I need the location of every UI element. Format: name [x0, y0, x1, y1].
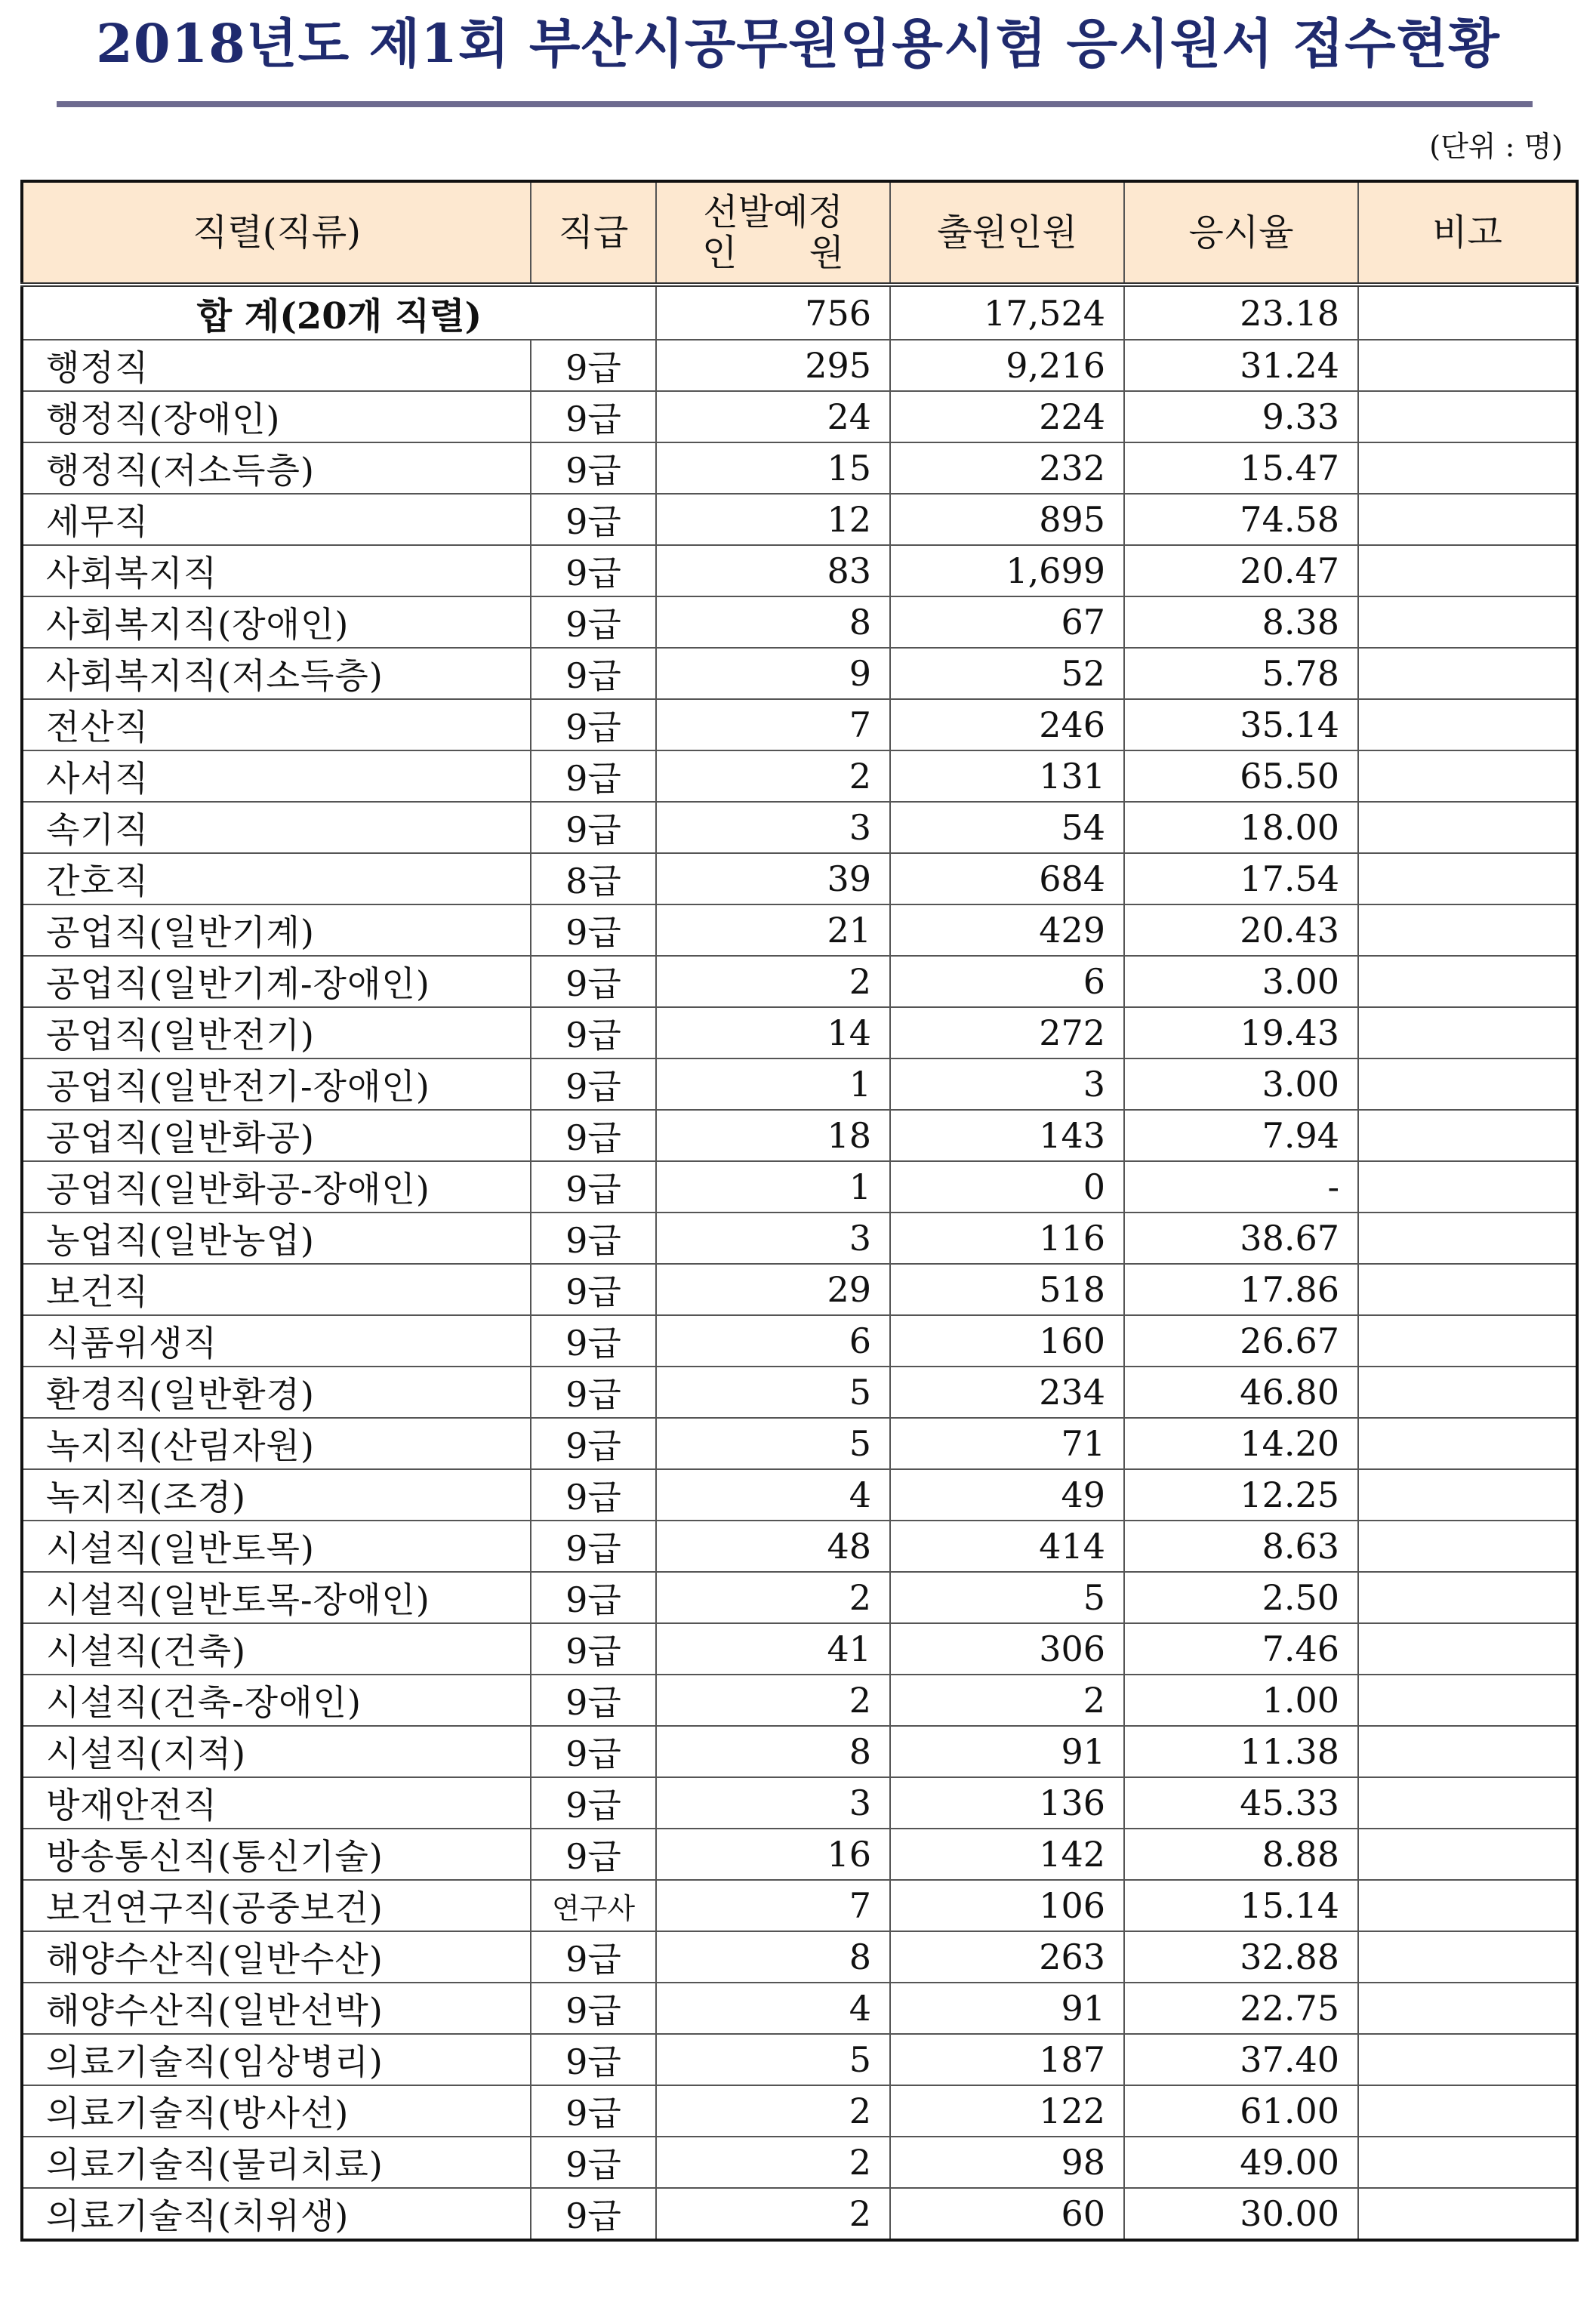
cell-rate: 2.50: [1124, 1572, 1358, 1623]
cell-grade: 9급: [531, 1469, 656, 1521]
cell-note: [1358, 1110, 1577, 1161]
cell-applicants: 2: [890, 1675, 1124, 1726]
cell-planned: 5: [656, 2034, 890, 2085]
cell-note: [1358, 391, 1577, 442]
cell-applicants: 143: [890, 1110, 1124, 1161]
cell-grade: 9급: [531, 956, 656, 1007]
cell-rate: 46.80: [1124, 1367, 1358, 1418]
cell-planned: 5: [656, 1418, 890, 1469]
cell-job-series: 방재안전직: [22, 1777, 531, 1829]
cell-rate: -: [1124, 1161, 1358, 1213]
cell-note: [1358, 1983, 1577, 2034]
cell-planned: 18: [656, 1110, 890, 1161]
cell-grade: 9급: [531, 2137, 656, 2188]
cell-applicants: 142: [890, 1829, 1124, 1880]
cell-planned: 8: [656, 1726, 890, 1777]
cell-grade: 9급: [531, 340, 656, 391]
cell-note: [1358, 1726, 1577, 1777]
cell-rate: 32.88: [1124, 1931, 1358, 1983]
cell-job-series: 사회복지직(장애인): [22, 596, 531, 648]
cell-applicants: 246: [890, 699, 1124, 750]
cell-rate: 30.00: [1124, 2188, 1358, 2240]
cell-note: [1358, 956, 1577, 1007]
cell-note: [1358, 750, 1577, 802]
cell-job-series: 해양수산직(일반선박): [22, 1983, 531, 2034]
cell-applicants: 52: [890, 648, 1124, 699]
cell-planned: 2: [656, 1675, 890, 1726]
table-row: [22, 1572, 1577, 1623]
unit-label: (단위 : 명): [1429, 130, 1563, 163]
cell-planned: 12: [656, 494, 890, 545]
cell-applicants: 5: [890, 1572, 1124, 1623]
cell-rate: 26.67: [1124, 1315, 1358, 1367]
cell-applicants: 136: [890, 1777, 1124, 1829]
cell-rate: 31.24: [1124, 340, 1358, 391]
cell-planned: 2: [656, 1572, 890, 1623]
cell-grade: 9급: [531, 391, 656, 442]
cell-grade: 9급: [531, 1110, 656, 1161]
table-row: [22, 1623, 1577, 1675]
cell-note: [1358, 1521, 1577, 1572]
table-row: [22, 904, 1577, 956]
cell-applicants: 224: [890, 391, 1124, 442]
cell-planned: 1: [656, 1161, 890, 1213]
cell-applicants: 1,699: [890, 545, 1124, 596]
cell-planned: 3: [656, 1213, 890, 1264]
header-planned: [656, 181, 890, 285]
cell-job-series: 사서직: [22, 750, 531, 802]
application-status-table: [20, 180, 1579, 2242]
cell-planned: 4: [656, 1983, 890, 2034]
cell-planned: 2: [656, 956, 890, 1007]
table-row: [22, 1007, 1577, 1058]
cell-grade: 9급: [531, 1161, 656, 1213]
cell-rate: 1.00: [1124, 1675, 1358, 1726]
table-row: [22, 1367, 1577, 1418]
table-row: [22, 956, 1577, 1007]
cell-planned: 3: [656, 1777, 890, 1829]
cell-job-series: 공업직(일반전기-장애인): [22, 1058, 531, 1110]
cell-grade: 9급: [531, 596, 656, 648]
cell-note: [1358, 545, 1577, 596]
header-planned-line1: 선발예정: [703, 191, 843, 233]
cell-applicants: 895: [890, 494, 1124, 545]
cell-planned: 21: [656, 904, 890, 956]
cell-note: [1358, 596, 1577, 648]
cell-applicants: 187: [890, 2034, 1124, 2085]
cell-planned: 6: [656, 1315, 890, 1367]
cell-job-series: 공업직(일반전기): [22, 1007, 531, 1058]
cell-note: [1358, 1161, 1577, 1213]
table-row: [22, 1829, 1577, 1880]
cell-applicants: 9,216: [890, 340, 1124, 391]
cell-job-series: 의료기술직(치위생): [22, 2188, 531, 2240]
cell-grade: 9급: [531, 1213, 656, 1264]
cell-applicants: 91: [890, 1983, 1124, 2034]
cell-planned: 39: [656, 853, 890, 904]
cell-grade: 9급: [531, 1264, 656, 1315]
cell-note: [1358, 2137, 1577, 2188]
cell-job-series: 시설직(일반토목-장애인): [22, 1572, 531, 1623]
cell-applicants: 263: [890, 1931, 1124, 1983]
cell-rate: 8.38: [1124, 596, 1358, 648]
cell-applicants: 131: [890, 750, 1124, 802]
cell-note: [1358, 1777, 1577, 1829]
cell-note: [1358, 1367, 1577, 1418]
cell-applicants: 116: [890, 1213, 1124, 1264]
cell-grade: 9급: [531, 904, 656, 956]
cell-note: [1358, 904, 1577, 956]
cell-rate: 8.63: [1124, 1521, 1358, 1572]
cell-rate: 7.46: [1124, 1623, 1358, 1675]
cell-planned: 83: [656, 545, 890, 596]
header-name: 직렬(직류): [22, 181, 531, 285]
cell-planned: 8: [656, 1931, 890, 1983]
total-applicants: 17,524: [890, 285, 1124, 340]
table-row: [22, 1418, 1577, 1469]
cell-rate: 5.78: [1124, 648, 1358, 699]
cell-rate: 19.43: [1124, 1007, 1358, 1058]
table-row: [22, 545, 1577, 596]
cell-note: [1358, 1880, 1577, 1931]
cell-planned: 15: [656, 442, 890, 494]
total-note: [1358, 285, 1577, 340]
cell-rate: 38.67: [1124, 1213, 1358, 1264]
table-row: [22, 494, 1577, 545]
table-row: [22, 2085, 1577, 2137]
cell-planned: 5: [656, 1367, 890, 1418]
cell-planned: 295: [656, 340, 890, 391]
cell-grade: 9급: [531, 648, 656, 699]
cell-job-series: 농업직(일반농업): [22, 1213, 531, 1264]
cell-job-series: 녹지직(산림자원): [22, 1418, 531, 1469]
cell-rate: 15.14: [1124, 1880, 1358, 1931]
table-row: [22, 1264, 1577, 1315]
cell-job-series: 보건연구직(공중보건): [22, 1880, 531, 1931]
cell-planned: 2: [656, 750, 890, 802]
cell-planned: 24: [656, 391, 890, 442]
table-row: [22, 802, 1577, 853]
table-row: [22, 648, 1577, 699]
cell-grade: 9급: [531, 2188, 656, 2240]
table-row: [22, 1726, 1577, 1777]
cell-job-series: 보건직: [22, 1264, 531, 1315]
header-planned-line2: 인 원: [702, 232, 874, 274]
cell-rate: 12.25: [1124, 1469, 1358, 1521]
cell-note: [1358, 442, 1577, 494]
cell-rate: 17.54: [1124, 853, 1358, 904]
cell-rate: 20.47: [1124, 545, 1358, 596]
cell-grade: 9급: [531, 1675, 656, 1726]
cell-grade: 9급: [531, 699, 656, 750]
table-row: [22, 442, 1577, 494]
table-row: [22, 1213, 1577, 1264]
cell-job-series: 공업직(일반화공-장애인): [22, 1161, 531, 1213]
total-planned: 756: [656, 285, 890, 340]
cell-note: [1358, 1007, 1577, 1058]
cell-rate: 11.38: [1124, 1726, 1358, 1777]
cell-job-series: 식품위생직: [22, 1315, 531, 1367]
header-note: 비고: [1358, 181, 1577, 285]
cell-rate: 8.88: [1124, 1829, 1358, 1880]
cell-rate: 35.14: [1124, 699, 1358, 750]
cell-note: [1358, 1931, 1577, 1983]
cell-planned: 9: [656, 648, 890, 699]
table-row: [22, 1469, 1577, 1521]
cell-applicants: 429: [890, 904, 1124, 956]
cell-job-series: 간호직: [22, 853, 531, 904]
cell-rate: 17.86: [1124, 1264, 1358, 1315]
cell-rate: 7.94: [1124, 1110, 1358, 1161]
cell-applicants: 684: [890, 853, 1124, 904]
cell-grade: 9급: [531, 1829, 656, 1880]
cell-planned: 4: [656, 1469, 890, 1521]
table-row: [22, 391, 1577, 442]
cell-planned: 2: [656, 2085, 890, 2137]
cell-note: [1358, 802, 1577, 853]
cell-note: [1358, 1623, 1577, 1675]
table-header-row: [22, 181, 1577, 285]
cell-note: [1358, 1418, 1577, 1469]
cell-grade: 9급: [531, 750, 656, 802]
cell-grade: 9급: [531, 1931, 656, 1983]
cell-rate: 49.00: [1124, 2137, 1358, 2188]
cell-rate: 3.00: [1124, 1058, 1358, 1110]
cell-note: [1358, 1264, 1577, 1315]
table-row: [22, 2137, 1577, 2188]
cell-job-series: 방송통신직(통신기술): [22, 1829, 531, 1880]
cell-job-series: 속기직: [22, 802, 531, 853]
cell-applicants: 234: [890, 1367, 1124, 1418]
page-title: 2018년도 제1회 부산시공무원임용시험 응시원서 접수현황: [96, 12, 1500, 75]
cell-note: [1358, 1469, 1577, 1521]
table-row: [22, 1880, 1577, 1931]
cell-applicants: 414: [890, 1521, 1124, 1572]
cell-job-series: 공업직(일반화공): [22, 1110, 531, 1161]
cell-grade: 9급: [531, 802, 656, 853]
cell-planned: 8: [656, 596, 890, 648]
cell-planned: 2: [656, 2188, 890, 2240]
total-label: 합 계(20개 직렬): [22, 285, 656, 340]
total-rate: 23.18: [1124, 285, 1358, 340]
cell-rate: 20.43: [1124, 904, 1358, 956]
cell-grade: 9급: [531, 1726, 656, 1777]
cell-planned: 7: [656, 699, 890, 750]
table-row: [22, 340, 1577, 391]
cell-note: [1358, 1058, 1577, 1110]
cell-note: [1358, 2085, 1577, 2137]
cell-rate: 22.75: [1124, 1983, 1358, 2034]
cell-note: [1358, 1572, 1577, 1623]
cell-job-series: 의료기술직(물리치료): [22, 2137, 531, 2188]
cell-applicants: 122: [890, 2085, 1124, 2137]
cell-job-series: 시설직(지적): [22, 1726, 531, 1777]
cell-note: [1358, 2034, 1577, 2085]
cell-applicants: 3: [890, 1058, 1124, 1110]
cell-applicants: 272: [890, 1007, 1124, 1058]
cell-job-series: 공업직(일반기계): [22, 904, 531, 956]
cell-grade: 9급: [531, 1777, 656, 1829]
cell-note: [1358, 1315, 1577, 1367]
total-row: [22, 285, 1577, 340]
cell-job-series: 행정직: [22, 340, 531, 391]
cell-grade: 9급: [531, 442, 656, 494]
table-row: [22, 2188, 1577, 2240]
cell-planned: 48: [656, 1521, 890, 1572]
cell-job-series: 시설직(건축-장애인): [22, 1675, 531, 1726]
cell-planned: 16: [656, 1829, 890, 1880]
cell-applicants: 0: [890, 1161, 1124, 1213]
cell-rate: 15.47: [1124, 442, 1358, 494]
cell-planned: 2: [656, 2137, 890, 2188]
cell-applicants: 518: [890, 1264, 1124, 1315]
cell-rate: 37.40: [1124, 2034, 1358, 2085]
cell-note: [1358, 1829, 1577, 1880]
cell-job-series: 세무직: [22, 494, 531, 545]
table-row: [22, 1521, 1577, 1572]
cell-job-series: 환경직(일반환경): [22, 1367, 531, 1418]
table-row: [22, 1777, 1577, 1829]
header-rate: 응시율: [1124, 181, 1358, 285]
cell-grade: 9급: [531, 1521, 656, 1572]
cell-applicants: 71: [890, 1418, 1124, 1469]
table-row: [22, 2034, 1577, 2085]
cell-applicants: 160: [890, 1315, 1124, 1367]
cell-job-series: 공업직(일반기계-장애인): [22, 956, 531, 1007]
cell-planned: 1: [656, 1058, 890, 1110]
cell-applicants: 60: [890, 2188, 1124, 2240]
cell-job-series: 의료기술직(방사선): [22, 2085, 531, 2137]
cell-planned: 7: [656, 1880, 890, 1931]
cell-job-series: 사회복지직: [22, 545, 531, 596]
table-row: [22, 1110, 1577, 1161]
cell-job-series: 사회복지직(저소득층): [22, 648, 531, 699]
cell-grade: 9급: [531, 1007, 656, 1058]
cell-rate: 61.00: [1124, 2085, 1358, 2137]
cell-job-series: 시설직(일반토목): [22, 1521, 531, 1572]
cell-planned: 14: [656, 1007, 890, 1058]
cell-note: [1358, 1675, 1577, 1726]
cell-note: [1358, 494, 1577, 545]
cell-job-series: 행정직(저소득층): [22, 442, 531, 494]
cell-rate: 18.00: [1124, 802, 1358, 853]
cell-rate: 45.33: [1124, 1777, 1358, 1829]
cell-grade: 9급: [531, 2034, 656, 2085]
cell-job-series: 전산직: [22, 699, 531, 750]
cell-rate: 65.50: [1124, 750, 1358, 802]
cell-note: [1358, 2188, 1577, 2240]
cell-planned: 3: [656, 802, 890, 853]
table-row: [22, 1315, 1577, 1367]
cell-note: [1358, 340, 1577, 391]
cell-planned: 29: [656, 1264, 890, 1315]
table-row: [22, 1058, 1577, 1110]
cell-grade: 9급: [531, 1315, 656, 1367]
cell-applicants: 232: [890, 442, 1124, 494]
cell-job-series: 행정직(장애인): [22, 391, 531, 442]
cell-job-series: 시설직(건축): [22, 1623, 531, 1675]
cell-note: [1358, 1213, 1577, 1264]
cell-grade: 9급: [531, 1058, 656, 1110]
cell-grade: 9급: [531, 1572, 656, 1623]
table-row: [22, 1675, 1577, 1726]
cell-applicants: 6: [890, 956, 1124, 1007]
cell-rate: 74.58: [1124, 494, 1358, 545]
table-row: [22, 596, 1577, 648]
cell-applicants: 91: [890, 1726, 1124, 1777]
cell-grade: 9급: [531, 1623, 656, 1675]
table-row: [22, 699, 1577, 750]
cell-grade: 9급: [531, 1983, 656, 2034]
cell-job-series: 해양수산직(일반수산): [22, 1931, 531, 1983]
table-row: [22, 853, 1577, 904]
cell-grade: 9급: [531, 1367, 656, 1418]
header-grade: 직급: [531, 181, 656, 285]
cell-job-series: 녹지직(조경): [22, 1469, 531, 1521]
table-row: [22, 1931, 1577, 1983]
cell-applicants: 67: [890, 596, 1124, 648]
title-underline: [57, 101, 1533, 107]
cell-note: [1358, 648, 1577, 699]
cell-applicants: 306: [890, 1623, 1124, 1675]
cell-grade: 8급: [531, 853, 656, 904]
cell-grade: 9급: [531, 545, 656, 596]
table-row: [22, 1983, 1577, 2034]
cell-rate: 14.20: [1124, 1418, 1358, 1469]
cell-rate: 9.33: [1124, 391, 1358, 442]
cell-applicants: 106: [890, 1880, 1124, 1931]
cell-grade: 9급: [531, 494, 656, 545]
table-row: [22, 1161, 1577, 1213]
cell-applicants: 98: [890, 2137, 1124, 2188]
cell-note: [1358, 853, 1577, 904]
cell-grade: 연구사: [531, 1880, 656, 1931]
table-row: [22, 750, 1577, 802]
cell-applicants: 54: [890, 802, 1124, 853]
cell-rate: 3.00: [1124, 956, 1358, 1007]
cell-grade: 9급: [531, 1418, 656, 1469]
cell-job-series: 의료기술직(임상병리): [22, 2034, 531, 2085]
cell-planned: 41: [656, 1623, 890, 1675]
cell-grade: 9급: [531, 2085, 656, 2137]
cell-applicants: 49: [890, 1469, 1124, 1521]
header-applicants: 출원인원: [890, 181, 1124, 285]
cell-note: [1358, 699, 1577, 750]
